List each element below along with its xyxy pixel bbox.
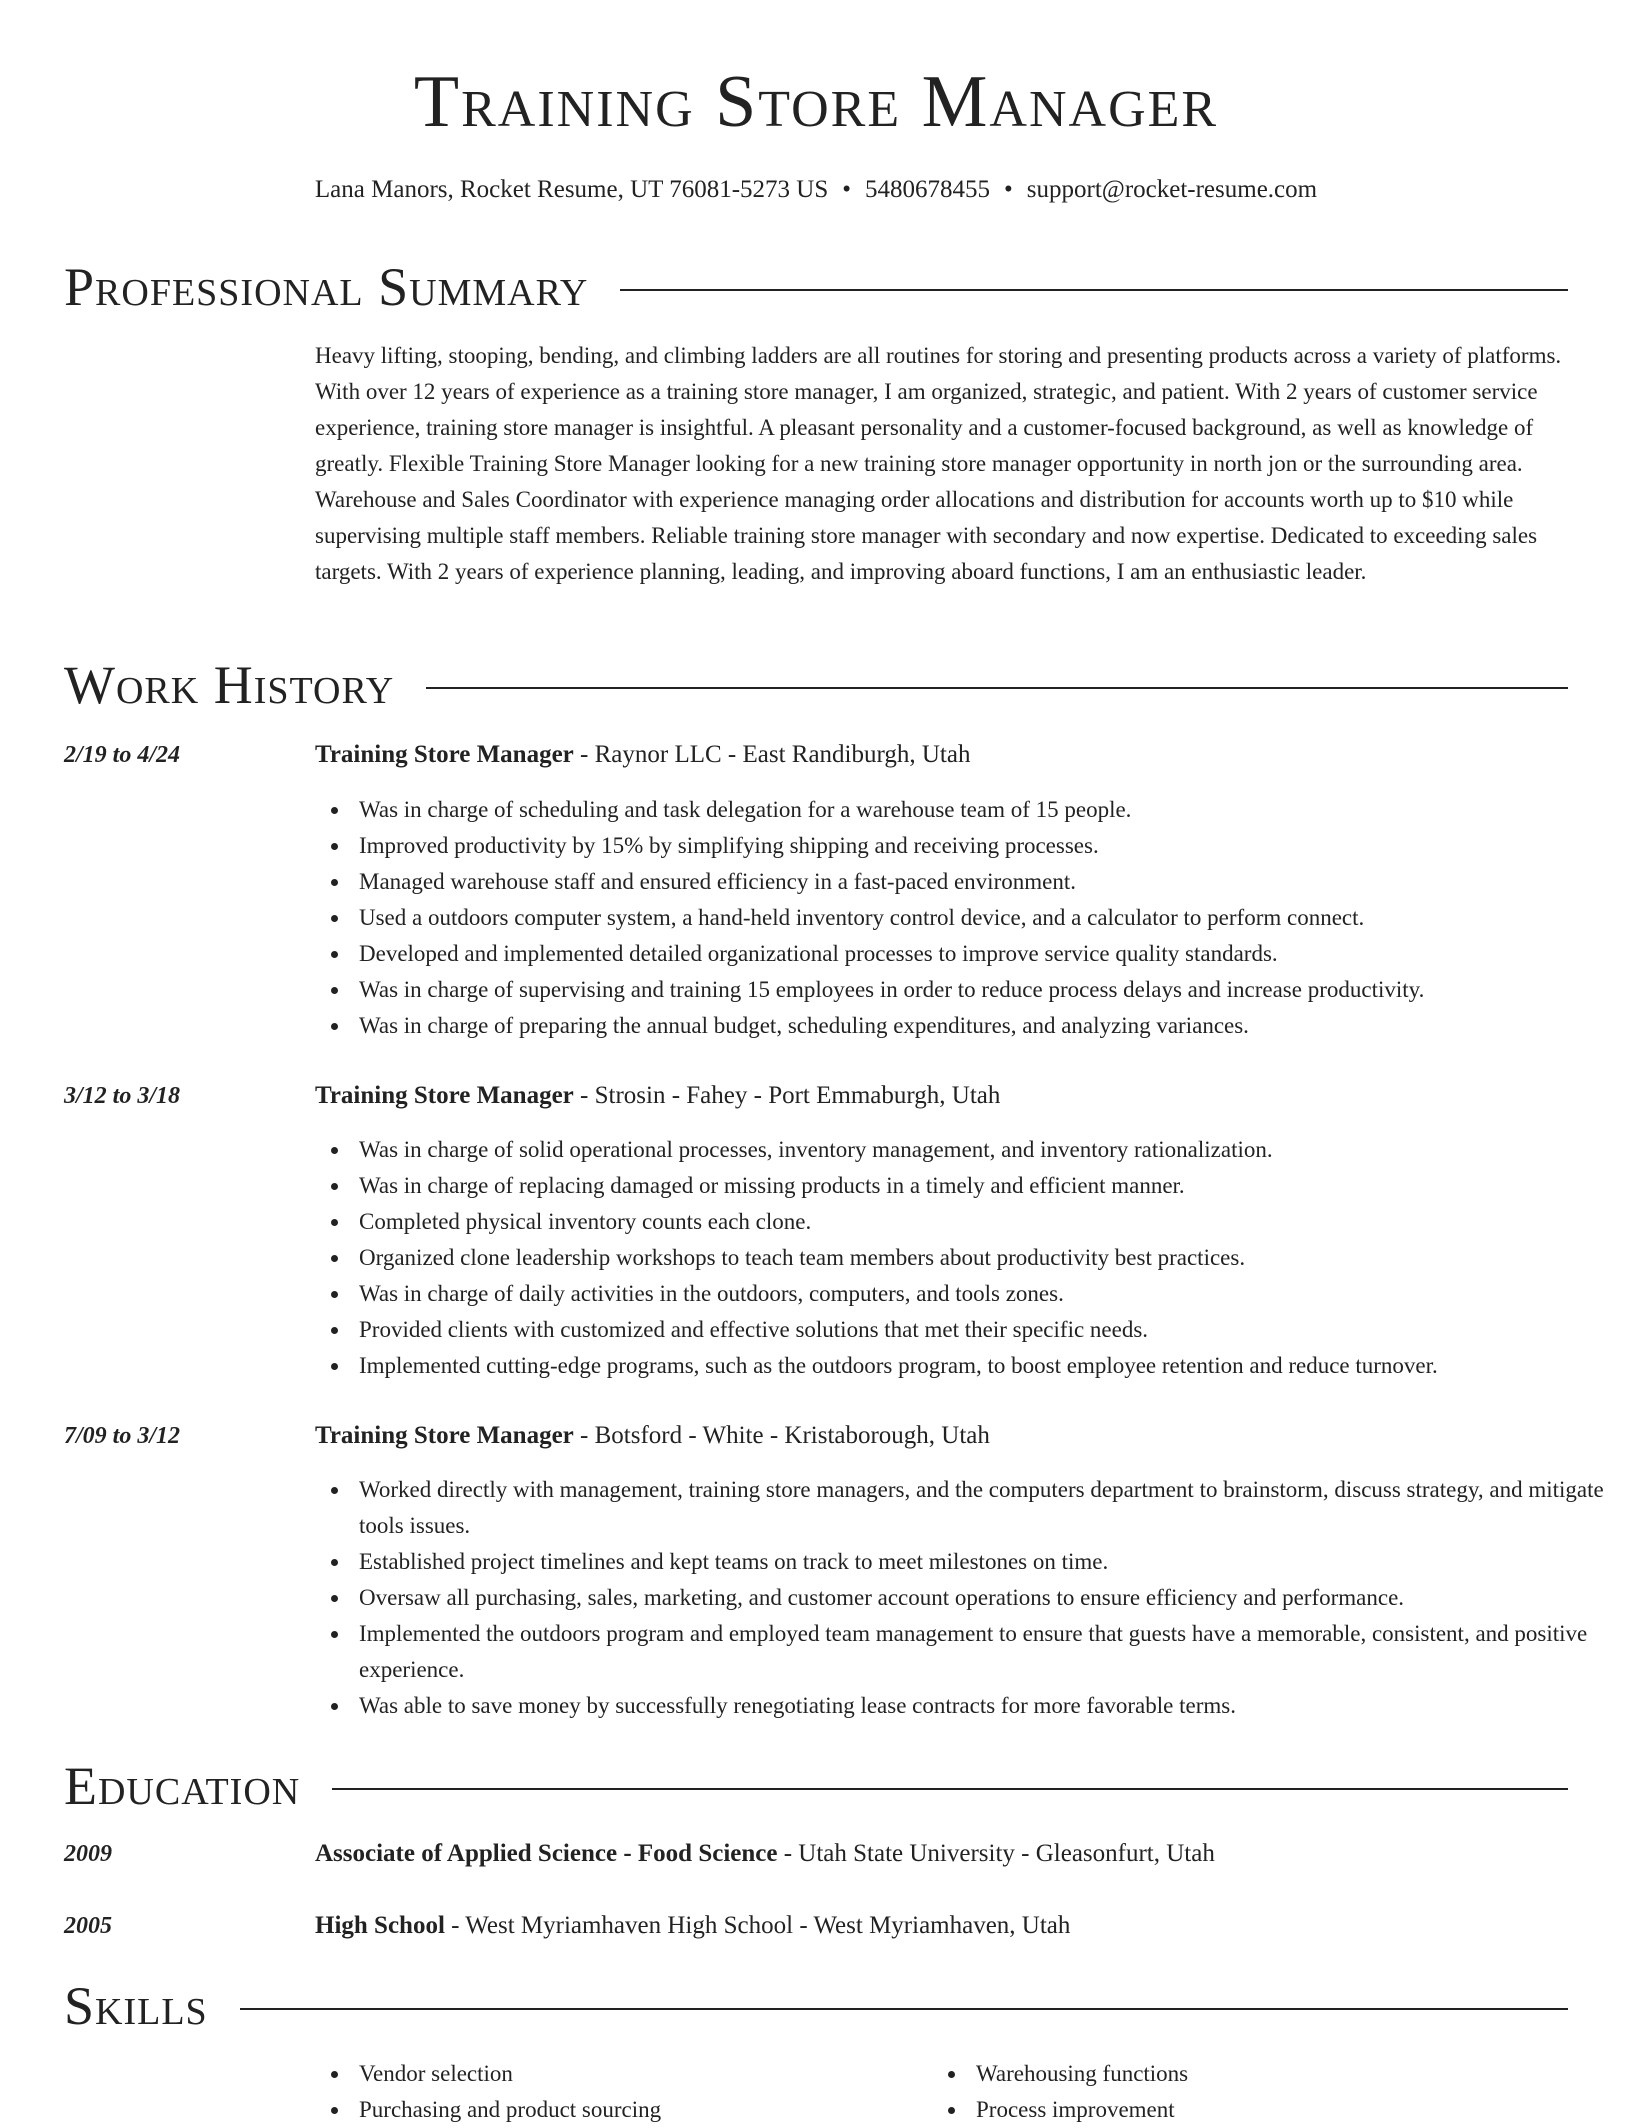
list-item: Was in charge of supervising and training 15 employees in order to reduce process delays and increase productivity. [359,972,1614,1008]
section-title-education: Education [64,1756,301,1816]
job-heading [315,739,1570,771]
job-dates: 7/09 to 3/12 [64,1423,181,1449]
job-details: - Raynor LLC - East Randiburgh, Utah [573,741,971,768]
list-item: Was in charge of daily activities in the outdoors, computers, and tools zones. [359,1276,1614,1312]
list-item: Purchasing and product sourcing [359,2092,919,2128]
contact-phone: 5480678455 [865,176,991,203]
list-item: Implemented cutting-edge programs, such as the outdoors program, to boost employee retention and reduce turnover. [359,1348,1614,1384]
section-header-skills [64,1971,1568,2041]
education-degree: High School [315,1912,445,1939]
education-year: 2005 [64,1913,112,1939]
skills-list-right [932,2056,1536,2128]
job-title: Training Store Manager [315,1082,574,1109]
job-dates: 2/19 to 4/24 [64,742,181,768]
section-divider [332,1788,1568,1790]
list-item: Implemented the outdoors program and employed team management to ensure that guests have a memorable, consistent, and positive experience. [359,1616,1614,1688]
contact-address: Lana Manors, Rocket Resume, UT 76081-5273 US [314,176,829,203]
education-entry [315,1838,1570,1870]
list-item: Organized clone leadership workshops to teach team members about productivity best practices. [359,1240,1614,1276]
section-header-work-history [64,650,1568,720]
list-item: Worked directly with management, training store managers, and the computers department to brainstorm, discuss strategy, and mitigate tools issues. [359,1472,1614,1544]
list-item: Warehousing functions [976,2056,1536,2092]
list-item: Vendor selection [359,2056,919,2092]
list-item: Was in charge of solid operational processes, inventory management, and inventory rationalization. [359,1132,1614,1168]
list-item: Used a outdoors computer system, a hand-held inventory control device, and a calculator to perform connect. [359,900,1614,936]
summary-text: Heavy lifting, stooping, bending, and climbing ladders are all routines for storing and presenting products across a variety of platforms. With over 12 years of experience as a training store manager, I am organized, strategic, and patient. With 2 years of customer service experience, training store manager is insightful. A pleasant personality and a customer-focused background, as well as knowledge of greatly. Flexible Training Store Manager looking for a new training store manager opportunity in north jon or the surrounding area. Warehouse and Sales Coordinator with experience managing order allocations and distribution for accounts worth up to $10 while supervising multiple staff members. Reliable training store manager with secondary and now expertise. Dedicated to exceeding sales targets. With 2 years of experience planning, leading, and improving aboard functions, I am an enthusiastic leader. [315,343,1562,584]
list-item: Improved productivity by 15% by simplifying shipping and receiving processes. [359,828,1614,864]
section-header-education [64,1751,1568,1821]
list-item: Provided clients with customized and effective solutions that met their specific needs. [359,1312,1614,1348]
list-item: Was able to save money by successfully renegotiating lease contracts for more favorable terms. [359,1688,1614,1724]
list-item: Developed and implemented detailed organizational processes to improve service quality standards. [359,936,1614,972]
job-title: Training Store Manager [315,1422,574,1449]
section-title-skills: Skills [64,1976,208,2036]
education-entry [315,1910,1570,1942]
job-bullets [315,792,1614,1044]
list-item: Oversaw all purchasing, sales, marketing, and customer account operations to ensure efficiency and performance. [359,1580,1614,1616]
education-degree: Associate of Applied Science - Food Science [315,1840,778,1867]
section-divider [240,2008,1568,2010]
job-bullets [315,1132,1614,1384]
list-item: Was in charge of replacing damaged or missing products in a timely and efficient manner. [359,1168,1614,1204]
job-details: - Strosin - Fahey - Port Emmaburgh, Utah [573,1082,1001,1109]
section-divider [620,289,1568,291]
list-item: Was in charge of scheduling and task delegation for a warehouse team of 15 people. [359,792,1614,828]
job-dates: 3/12 to 3/18 [64,1083,181,1109]
contact-email: support@rocket-resume.com [1026,176,1318,203]
contact-separator: • [842,176,852,203]
list-item: Established project timelines and kept teams on track to meet milestones on time. [359,1544,1614,1580]
job-title: Training Store Manager [315,741,574,768]
contact-separator: • [1004,176,1013,203]
job-bullets [315,1472,1614,1724]
section-divider [426,687,1568,689]
list-item: Was in charge of preparing the annual budget, scheduling expenditures, and analyzing variances. [359,1008,1614,1044]
list-item: Managed warehouse staff and ensured efficiency in a fast-paced environment. [359,864,1614,900]
section-title-work-history: Work History [64,655,395,715]
section-header-summary [64,252,1568,322]
list-item: Completed physical inventory counts each clone. [359,1204,1614,1240]
resume-title: Training Store Manager [413,61,1219,143]
job-details: - Botsford - White - Kristaborough, Utah [573,1422,990,1449]
skills-list-left [315,2056,919,2128]
education-year: 2009 [64,1841,112,1867]
job-heading [315,1420,1570,1452]
education-details: - West Myriamhaven High School - West Myriamhaven, Utah [444,1912,1071,1939]
contact-line [0,173,1632,207]
list-item: Process improvement [976,2092,1536,2128]
section-title-summary: Professional Summary [64,257,589,317]
education-details: - Utah State University - Gleasonfurt, Utah [777,1840,1215,1867]
job-heading [315,1080,1570,1112]
